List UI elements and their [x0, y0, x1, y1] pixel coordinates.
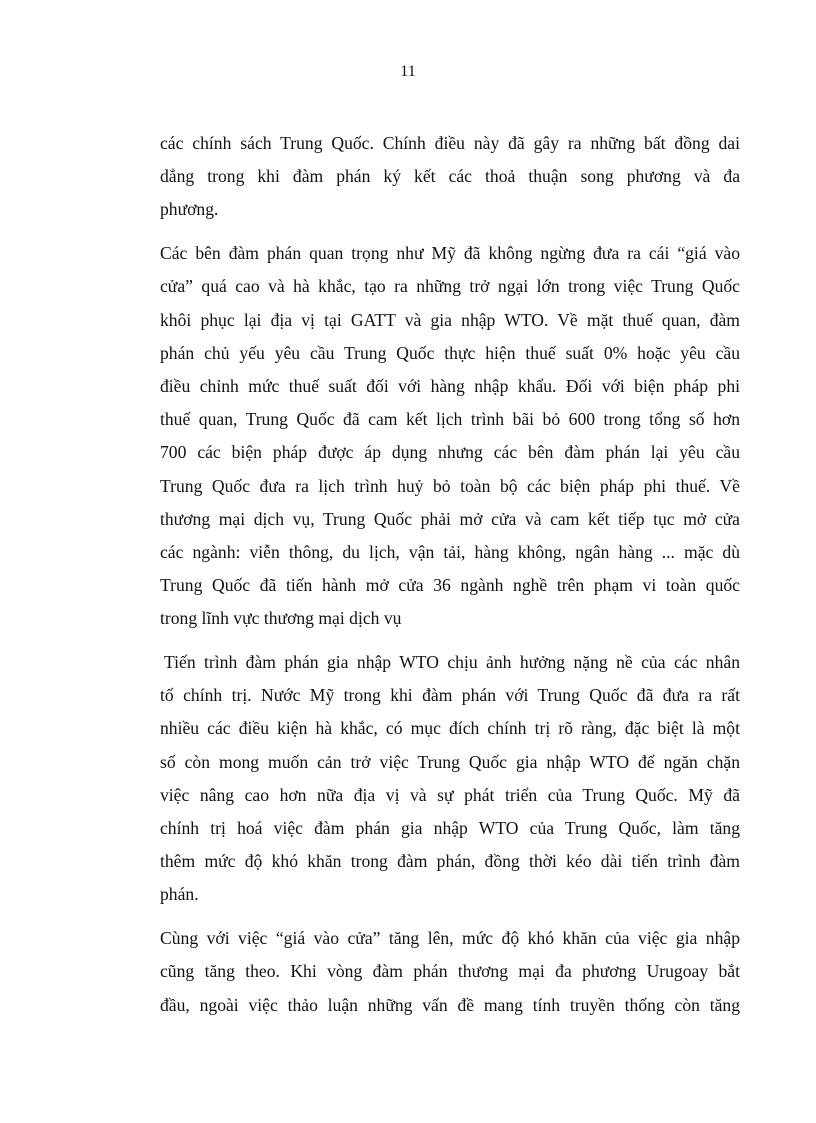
text-line: phương. — [160, 199, 219, 220]
text-line: cửa” quá cao và hà khắc, tạo ra những trở ngại lớn trong việc Trung Quốc — [160, 276, 740, 297]
text-line: 700 các biện pháp được áp dụng nhưng các bên đàm phán lại yêu cầu — [160, 442, 740, 463]
text-line: Các bên đàm phán quan trọng như Mỹ đã không ngừng đưa ra cái “giá vào — [160, 243, 740, 264]
text-line: thuế quan, Trung Quốc đã cam kết lịch trình bãi bỏ 600 trong tổng số hơn — [160, 409, 740, 430]
text-line: Trung Quốc đã tiến hành mở cửa 36 ngành nghề trên phạm vi toàn quốc — [160, 575, 740, 596]
text-line: Cùng với việc “giá vào cửa” tăng lên, mức độ khó khăn của việc gia nhập — [160, 928, 740, 949]
page-number: 11 — [400, 63, 416, 80]
body-text — [160, 127, 740, 1022]
text-line: các ngành: viễn thông, du lịch, vận tải, hàng không, ngân hàng ... mặc dù — [160, 541, 740, 562]
text-line: cũng tăng theo. Khi vòng đàm phán thương mại đa phương Urugoay bắt — [160, 961, 740, 982]
text-line: điều chỉnh mức thuế suất đối với hàng nhập khẩu. Đối với biện pháp phi — [160, 375, 740, 396]
paragraph-4 — [160, 922, 740, 1022]
text-line: khôi phục lại địa vị tại GATT và gia nhập WTO. Về mặt thuế quan, đàm — [160, 309, 740, 330]
text-line: Trung Quốc đưa ra lịch trình huỷ bỏ toàn bộ các biện pháp phi thuế. Về — [160, 475, 740, 496]
text-line: các chính sách Trung Quốc. Chính điều này đã gây ra những bất đồng dai — [160, 133, 740, 153]
text-line: phán chủ yếu yêu cầu Trung Quốc thực hiện thuế suất 0% hoặc yêu cầu — [160, 342, 740, 363]
text-line: số còn mong muốn cản trở việc Trung Quốc gia nhập WTO để ngăn chặn — [160, 751, 740, 772]
paragraph-3 — [160, 646, 740, 912]
text-line: việc nâng cao hơn nữa địa vị và sự phát triển của Trung Quốc. Mỹ đã — [160, 784, 740, 805]
text-line: dẳng trong khi đàm phán ký kết các thoả thuận song phương và đa — [160, 166, 740, 187]
text-line: tố chính trị. Nước Mỹ trong khi đàm phán với Trung Quốc đã đưa ra rất — [160, 685, 740, 706]
text-line: thêm mức độ khó khăn trong đàm phán, đồng thời kéo dài tiến trình đàm — [160, 851, 740, 872]
text-line: Tiến trình đàm phán gia nhập WTO chịu ảnh hưởng nặng nề của các nhân — [164, 652, 740, 673]
text-line: trong lĩnh vực thương mại dịch vụ — [160, 608, 402, 629]
paragraph-2 — [160, 237, 740, 635]
paragraph-1 — [160, 127, 740, 227]
text-line: đầu, ngoài việc thảo luận những vấn đề mang tính truyền thống còn tăng — [160, 994, 740, 1015]
text-line: phán. — [160, 884, 199, 905]
text-line: chính trị hoá việc đàm phán gia nhập WTO của Trung Quốc, làm tăng — [160, 818, 740, 839]
text-line: nhiều các điều kiện hà khắc, có mục đích chính trị rõ ràng, đặc biệt là một — [160, 718, 740, 739]
text-line: thương mại dịch vụ, Trung Quốc phải mở cửa và cam kết tiếp tục mở cửa — [160, 508, 740, 529]
